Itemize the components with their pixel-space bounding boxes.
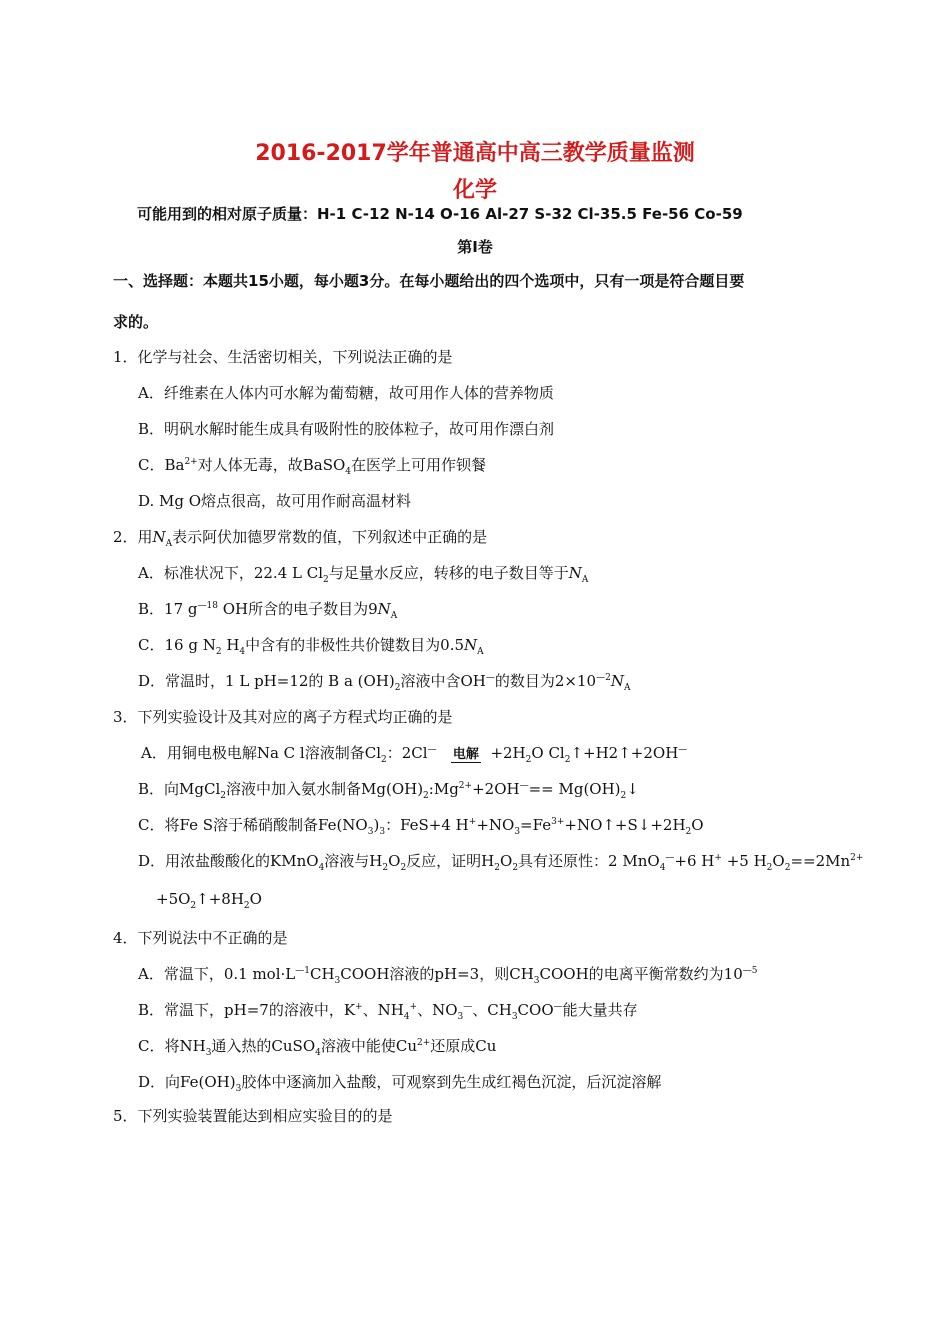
electrolysis-condition: 电解 (451, 743, 481, 763)
question-3-option-d-continued: $+5O_2↑+8H_2O$ (156, 890, 262, 911)
question-2-option-b: B．17 $g^{—18}$ OH所含的电子数目为$9N_A$ (138, 600, 398, 621)
question-3-stem: 3．下列实验设计及其对应的离子方程式均正确的是 (113, 708, 453, 726)
question-4-option-c: C．将$NH_3$通入热的CuSO$_4$溶液中能使$Cu^{2+}$还原成Cu (138, 1037, 497, 1058)
question-2-stem: 2．用$N_A$表示阿伏加德罗常数的值，下列叙述中正确的是 (113, 528, 488, 549)
question-2-option-a: A．标准状况下，22.4 L $Cl_2$与足量水反应，转移的电子数目等于$N_A$ (138, 564, 589, 585)
exam-title: 2016-2017学年普通高中高三教学质量监测 (255, 141, 695, 166)
subject-title: 化学 (452, 178, 497, 203)
question-4-option-a: A．常温下，0.1 $mol\cdot L^{—1}CH_3COOH$溶液的pH=3，则$CH_3COOH$的电离平衡常数约为$10^{—5}$ (138, 965, 758, 986)
question-1-option-b: B．明矾水解时能生成具有吸附性的胶体粒子，故可用作漂白剂 (138, 420, 555, 438)
question-4-option-b: B．常温下，pH=7的溶液中，K+、$NH_4^+$、$NO_3^—$、$CH_3COO^—$能大量共存 (138, 1001, 638, 1022)
question-1-stem: 1．化学与社会、生活密切相关，下列说法正确的是 (113, 348, 453, 366)
section-intro-line1: 一、选择题：本题共15小题，每小题3分。在每小题给出的四个选项中，只有一项是符合题目要 (113, 272, 745, 290)
question-3-option-a: A．用铜电极电解Na C l溶液制备$Cl_2$：2Cl— 电解 $+2H_2O$ $Cl_2↑+H2↑+2OH^—$ (141, 744, 688, 765)
question-1-option-c: C．$Ba^{2+}$对人体无毒，故BaSO$_4$在医学上可用作钡餐 (138, 456, 487, 477)
question-3-option-d: D．用浓盐酸酸化的KMnO$_4$溶液与$H_2O_2$反应，证明$H_2O_2$具有还原性：2 MnO$_4$—+6 H+ +5 $H_2O_2==2Mn^{2+}$ (138, 852, 864, 873)
question-3-option-c: C．将Fe S溶于稀硝酸制备$Fe(NO_3)_3$：FeS+4 $H^++NO_3=Fe^{3+}+NO↑+S↓+2H_2O$ (138, 816, 704, 837)
question-5-stem: 5．下列实验装置能达到相应实验目的的是 (113, 1107, 393, 1125)
question-1-option-d: D. Mg O熔点很高，故可用作耐高温材料 (138, 492, 412, 510)
question-4-stem: 4．下列说法中不正确的是 (113, 929, 288, 947)
question-2-option-d: D．常温时，1 L pH=12的 B a $(OH)_2$溶液中含OH—的数目为$2\times 10^{—2}N_A$ (138, 672, 631, 693)
volume-heading: 第Ⅰ卷 (457, 238, 493, 256)
section-intro-line2: 求的。 (113, 313, 159, 331)
question-2-option-c: C．16 g $N_2$ $H_4$中含有的非极性共价键数目为$0.5N_A$ (138, 636, 484, 657)
question-1-option-a: A．纤维素在人体内可水解为葡萄糖，故可用作人体的营养物质 (138, 384, 554, 402)
atomic-masses-line: 可能用到的相对原子质量：H-1 C-12 N-14 O-16 Al-27 S-32 Cl-35.5 Fe-56 Co-59 (137, 205, 743, 223)
question-3-option-b: B．向MgCl$_2$溶液中加入氨水制备$Mg(OH)_2:Mg^{2+}+2OH^—==$ $Mg(OH)_2↓$ (138, 780, 639, 801)
question-4-option-d: D．向$Fe(OH)_3$胶体中逐滴加入盐酸，可观察到先生成红褐色沉淀，后沉淀溶解 (138, 1073, 662, 1094)
